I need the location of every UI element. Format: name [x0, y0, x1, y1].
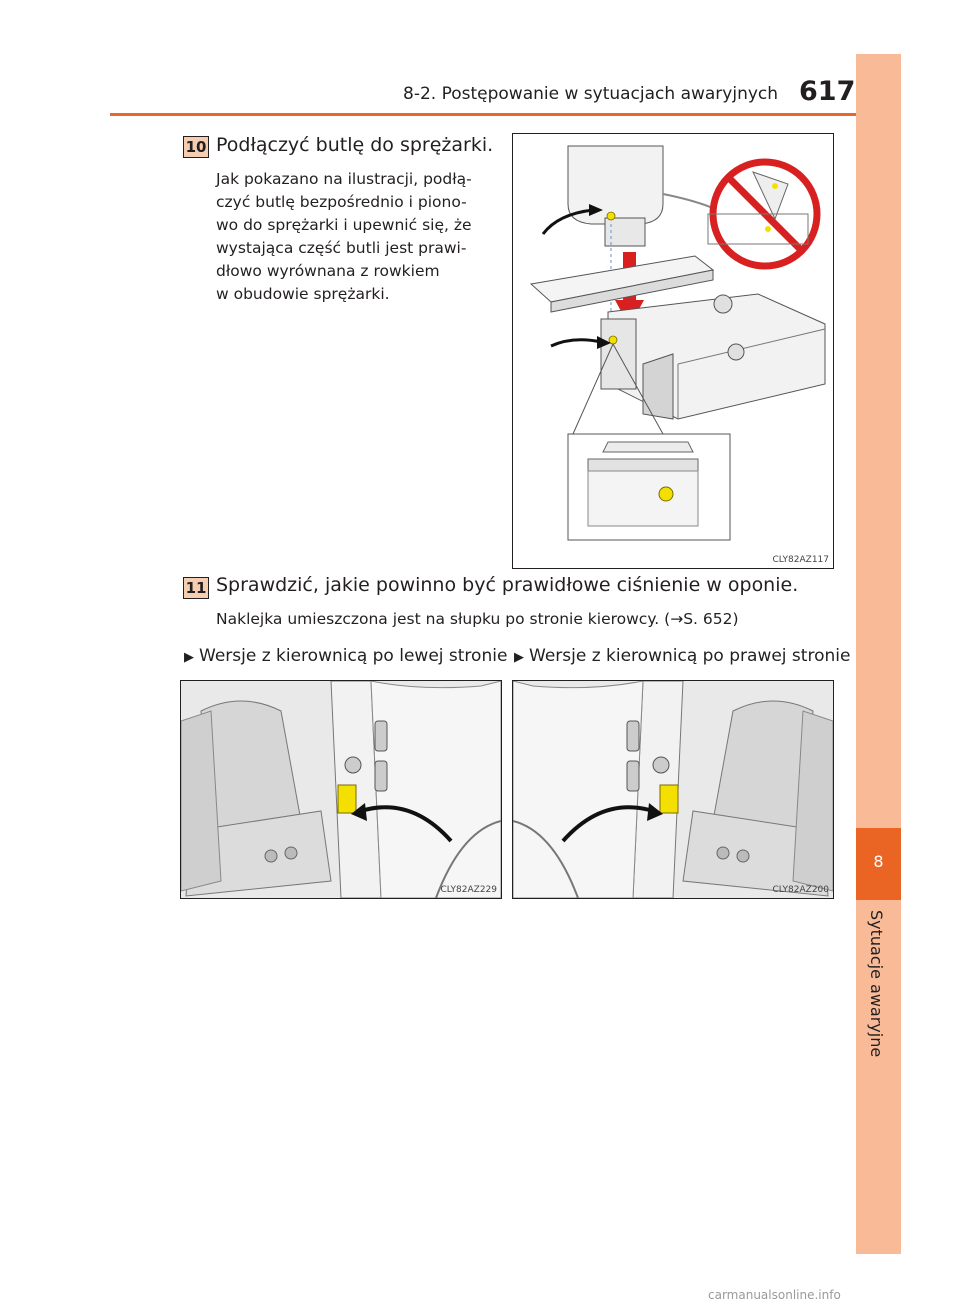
variant-lhd-text: Wersje z kierownicą po lewej stronie	[199, 646, 508, 666]
step-10-line: w obudowie sprężarki.	[216, 285, 390, 303]
compressor-drawing	[513, 134, 833, 568]
page-number: 617	[799, 76, 856, 107]
step-10-line: Jak pokazano na ilustracji, podłą-	[216, 170, 472, 188]
step-11-title: Sprawdzić, jakie powinno być prawidłowe ciśnienie w oponie.	[216, 574, 799, 596]
triangle-bullet-icon: ▶	[184, 650, 194, 665]
variant-rhd-text: Wersje z kierownicą po prawej stronie	[529, 646, 851, 666]
page-reference-link[interactable]: S. 652)	[683, 610, 739, 628]
step-11-body-text: Naklejka umieszczona jest na słupku po stronie kierowcy. (	[216, 610, 671, 628]
header-rule	[110, 113, 856, 116]
step-10-body	[216, 168, 499, 306]
figure-code: CLY82AZ229	[440, 885, 497, 895]
figure-code: CLY82AZ200	[772, 885, 829, 895]
rhd-pillar-illustration	[512, 680, 834, 899]
side-tab-strip	[856, 54, 901, 1254]
step-10-line: wystająca część butli jest prawi-	[216, 239, 467, 257]
compressor-illustration	[512, 133, 834, 569]
chapter-title	[857, 910, 901, 1070]
lhd-pillar-drawing	[181, 681, 501, 898]
step-10-line: wo do sprężarki i upewnić się, że	[216, 216, 472, 234]
chapter-title-text: Sytuacje awaryjne	[867, 910, 886, 1058]
step-10-line: dłowo wyrównana z rowkiem	[216, 262, 440, 280]
arrow-reference-icon: →	[670, 610, 684, 628]
chapter-number: 8	[873, 852, 884, 871]
figure-code: CLY82AZ117	[772, 555, 829, 565]
step-10-title: Podłączyć butlę do sprężarki.	[216, 134, 494, 156]
step-11-badge: 11	[183, 577, 209, 599]
step-10-badge: 10	[183, 136, 209, 158]
rhd-pillar-drawing	[513, 681, 833, 898]
running-header: 8-2. Postępowanie w sytuacjach awaryjnych	[403, 84, 779, 104]
triangle-bullet-icon: ▶	[514, 650, 524, 665]
lhd-pillar-illustration	[180, 680, 502, 899]
footer-watermark: carmanualsonline.info	[708, 1288, 841, 1302]
step-11-body	[216, 610, 739, 628]
variant-rhd-label	[514, 646, 850, 666]
variant-lhd-label	[184, 646, 507, 666]
step-10-line: czyć butlę bezpośrednio i piono-	[216, 193, 467, 211]
